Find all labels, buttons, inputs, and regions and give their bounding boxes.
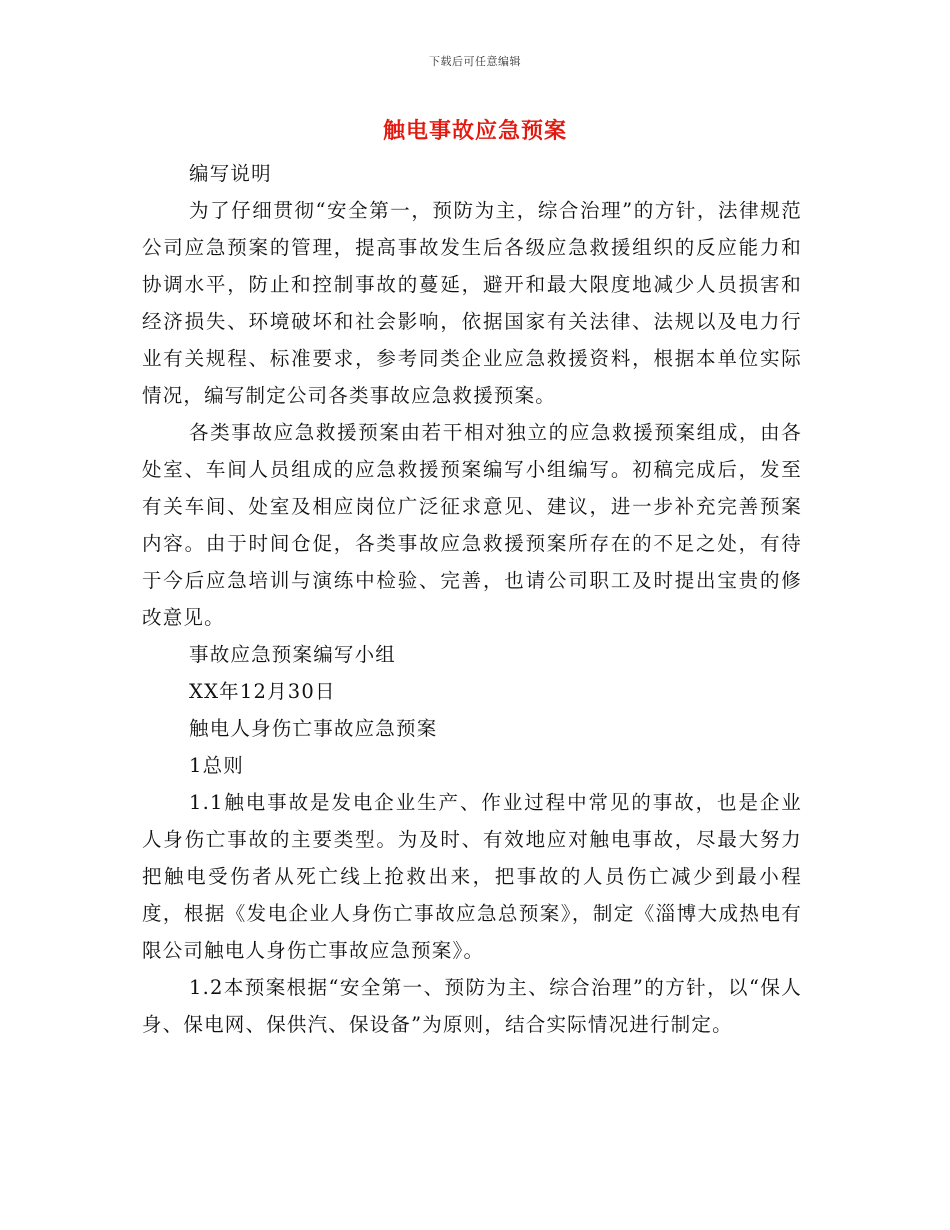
- document-body: [142, 155, 802, 1043]
- clause-1-1: 1.1触电事故是发电企业生产、作业过程中常见的事故，也是企业人身伤亡事故的主要类型。为及时、有效地应对触电事故，尽最大努力把触电受伤者从死亡线上抢救出来，把事故的人员伤亡减少到最小程度，根据《发电企业人身伤亡事故应急总预案》，制定《淄博大成热电有限公司触电人身伤亡事故应急预案》。: [142, 791, 802, 962]
- signature-date: XX年12月30日: [189, 680, 336, 703]
- paragraph-composition: 各类事故应急救援预案由若干相对独立的应急救援预案组成，由各处室、车间人员组成的应急救援预案编写小组编写。初稿完成后，发至有关车间、处室及相应岗位广泛征求意见、建议，进一步补充完善预案内容。由于时间仓促，各类事故应急救援预案所存在的不足之处，有待于今后应急培训与演练中检验、完善，也请公司职工及时提出宝贵的修改意见。: [142, 421, 802, 629]
- header-note: 下载后可任意编辑: [429, 55, 521, 68]
- document-title: 触电事故应急预案: [382, 119, 567, 144]
- paragraph-purpose: 为了仔细贯彻“安全第一，预防为主，综合治理”的方针，法律规范公司应急预案的管理，提高事故发生后各级应急救援组织的反应能力和协调水平，防止和控制事故的蔓延，避开和最大限度地减少人员损害和经济损失、环境破坏和社会影响，依据国家有关法律、法规以及电力行业有关规程、标准要求，参考同类企业应急救援资料，根据本单位实际情况，编写制定公司各类事故应急救援预案。: [142, 199, 802, 407]
- section-heading-general: 1总则: [189, 754, 245, 777]
- section-heading-writing-notes: 编写说明: [189, 162, 272, 185]
- signature-group: 事故应急预案编写小组: [189, 643, 397, 666]
- plan-subtitle: 触电人身伤亡事故应急预案: [189, 717, 438, 740]
- clause-1-2: 1.2本预案根据“安全第一、预防为主、综合治理”的方针，以“保人身、保电网、保供汽、保设备”为原则，结合实际情况进行制定。: [142, 976, 802, 1036]
